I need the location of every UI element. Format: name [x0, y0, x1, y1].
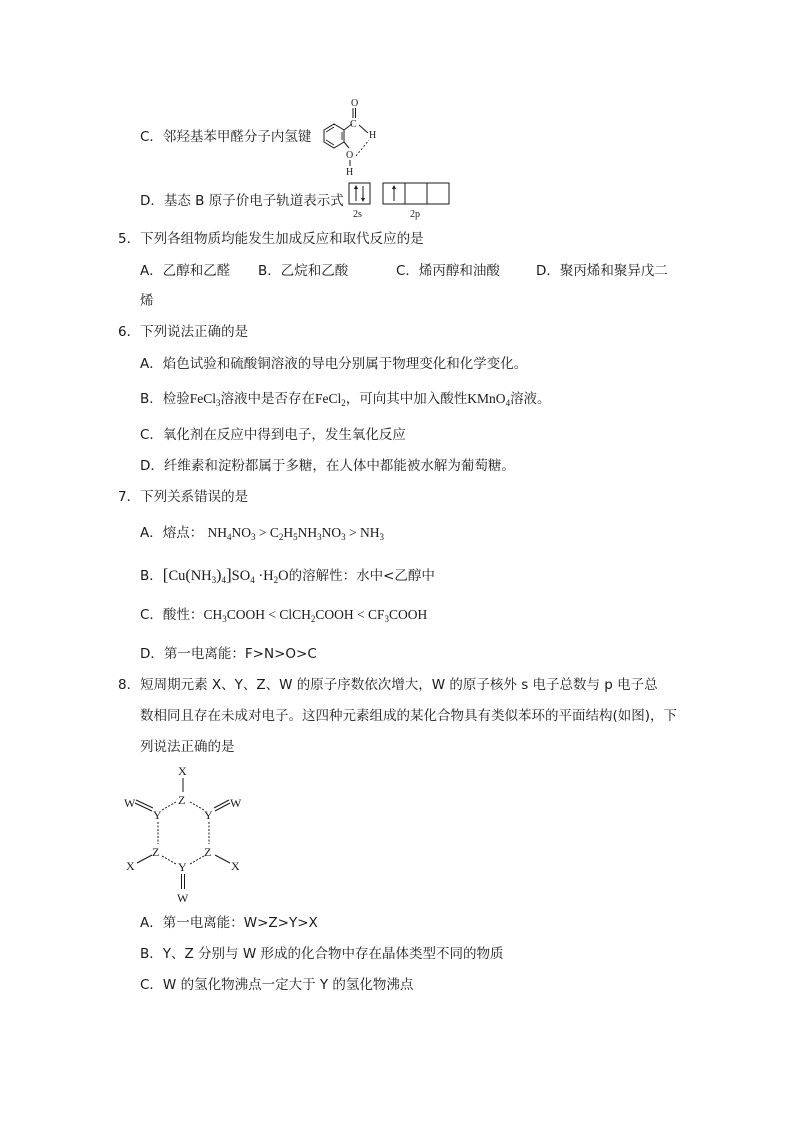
- option-5c: C．烯丙醇和油酸: [396, 263, 500, 279]
- ring-y-left: Y: [153, 808, 162, 822]
- o-hydroxybenzaldehyde-structure: [316, 96, 386, 178]
- option-5d: D．聚丙烯和聚异戊二: [536, 263, 668, 279]
- aldehyde-o-label: O: [351, 98, 359, 109]
- question-6: 6．下列说法正确的是: [118, 324, 249, 340]
- acidity-expression: $CH_3COOH$ < ClCH$_2$COOH < $CF_3COOH$: [203, 607, 428, 624]
- option-7c-prefix: C．酸性：: [140, 607, 204, 623]
- copper-complex-formula: $[Cu(NH_3)_4]SO_4 \cdot H_2O$: [162, 565, 289, 585]
- melting-point-expression: $NH_4NO_3 > C_2H_5NH_3NO_3 > NH_3$: [207, 525, 385, 542]
- aldehyde-c-label: C: [350, 119, 357, 130]
- option-5b: B．乙烷和乙酸: [258, 263, 349, 279]
- ring-x-right: X: [231, 859, 240, 873]
- option-4d: D．基态 B 原子价电子轨道表示式: [140, 193, 344, 209]
- option-6c: C．氧化剂在反应中得到电子，发生氧化反应: [140, 427, 406, 443]
- option-7b-suffix: 的溶解性：水中<乙醇中: [288, 568, 435, 584]
- question-8-line-3: 列说法正确的是: [140, 739, 235, 755]
- option-6d: D．纤维素和淀粉都属于多糖，在人体中都能被水解为葡萄糖。: [140, 458, 515, 474]
- ring-x-left: X: [126, 859, 135, 873]
- option-6b-mid1: 溶液中是否存在: [220, 391, 316, 407]
- aldehyde-h-label: H: [369, 130, 377, 141]
- question-8-line-1: 8．短周期元素 X、Y、Z、W 的原子序数依次增大，W 的原子核外 s 电子总数与 p 电子总: [118, 677, 658, 693]
- ring-z-left: Z: [152, 845, 160, 859]
- orbital-2s-label: 2s: [353, 209, 362, 220]
- option-8b: B．Y、Z 分别与 W 形成的化合物中存在晶体类型不同的物质: [140, 946, 504, 962]
- option-5a: A．乙醇和乙醛: [140, 263, 231, 279]
- fecl2-formula: FeCl$_2$: [315, 391, 346, 408]
- ring-w-bottom: W: [177, 891, 189, 905]
- option-6b-mid2: ，可向其中加入酸性: [345, 391, 468, 407]
- question-7: 7．下列关系错误的是: [118, 489, 249, 505]
- hydroxyl-h-label: H: [346, 167, 354, 178]
- option-8a: A．第一电离能：W>Z>Y>X: [140, 915, 318, 931]
- option-4c: C．邻羟基苯甲醛分子内氢键: [140, 129, 312, 145]
- question-5: 5．下列各组物质均能发生加成反应和取代反应的是: [118, 231, 424, 247]
- option-7b: [140, 566, 435, 589]
- ring-y-right: Y: [204, 808, 213, 822]
- ring-x-top: X: [178, 764, 187, 778]
- orbital-2p-label: 2p: [410, 209, 420, 220]
- option-7c: [140, 606, 427, 628]
- option-6b: [140, 390, 551, 412]
- option-6b-suffix: 溶液。: [510, 391, 551, 407]
- ring-w-left: W: [124, 796, 136, 810]
- hydroxyl-o-label: O: [346, 150, 354, 161]
- option-6a: A．焰色试验和硫酸铜溶液的导电分别属于物理变化和化学变化。: [140, 356, 528, 372]
- ring-z-right: Z: [204, 845, 212, 859]
- ring-structure-diagram: [118, 762, 254, 906]
- ring-y-bottom: Y: [178, 860, 187, 874]
- option-8c: C．W 的氢化物沸点一定大于 Y 的氢化物沸点: [140, 977, 414, 993]
- option-7b-prefix: B．: [140, 568, 163, 584]
- option-7a-prefix: A．熔点：: [140, 525, 204, 541]
- question-8-line-2: 数相同且存在未成对电子。这四种元素组成的某化合物具有类似苯环的平面结构(如图)，下: [140, 708, 678, 724]
- option-5d-continued: 烯: [140, 293, 154, 309]
- option-7a: [140, 524, 384, 546]
- orbital-diagram: [347, 182, 453, 220]
- option-6b-prefix: B．检验: [140, 391, 190, 407]
- ring-w-right: W: [230, 796, 242, 810]
- kmno4-formula: KMnO$_4$: [467, 391, 511, 408]
- option-7d: D．第一电离能：F>N>O>C: [140, 646, 317, 662]
- fecl3-formula: FeCl$_3$: [189, 391, 221, 408]
- ring-z-top: Z: [178, 793, 186, 807]
